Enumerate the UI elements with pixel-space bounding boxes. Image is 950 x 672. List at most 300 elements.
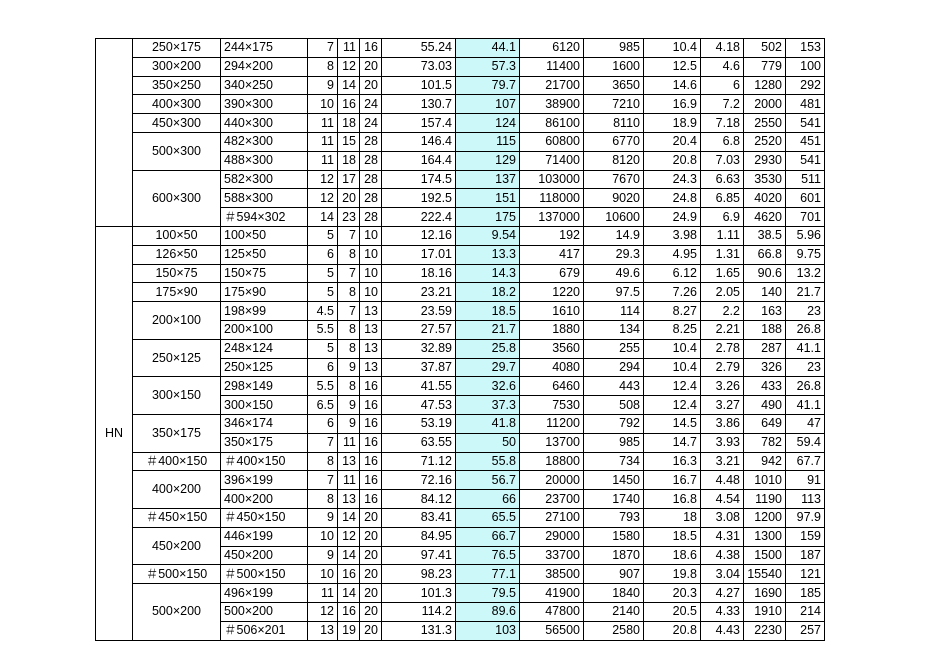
nominal-size-cell: 175×90 — [133, 283, 221, 302]
unit-weight-cell: 44.1 — [456, 39, 520, 58]
section-modulus-y-cell: 41.1 — [786, 339, 825, 358]
moment-of-inertia-x-cell: 7530 — [520, 396, 584, 415]
section-modulus-x-cell: 1910 — [744, 602, 786, 621]
series-label — [96, 39, 133, 227]
fillet-radius-cell: 28 — [360, 132, 382, 151]
section-modulus-y-cell: 9.75 — [786, 245, 825, 264]
sectional-area-cell: 174.5 — [382, 170, 456, 189]
moment-of-inertia-y-cell: 10600 — [584, 208, 644, 227]
radius-of-gyration-x-cell: 3.98 — [644, 226, 701, 245]
section-modulus-y-cell: 159 — [786, 527, 825, 546]
flange-thickness-cell: 11 — [338, 39, 360, 58]
section-modulus-x-cell: 2550 — [744, 114, 786, 133]
web-thickness-cell: 7 — [308, 39, 338, 58]
moment-of-inertia-x-cell: 41900 — [520, 584, 584, 603]
fillet-radius-cell: 10 — [360, 245, 382, 264]
actual-size-cell: ＃506×201 — [221, 621, 308, 640]
section-modulus-x-cell: 1190 — [744, 490, 786, 509]
actual-size-cell: 582×300 — [221, 170, 308, 189]
unit-weight-cell: 107 — [456, 95, 520, 114]
unit-weight-cell: 175 — [456, 208, 520, 227]
radius-of-gyration-x-cell: 24.8 — [644, 189, 701, 208]
radius-of-gyration-x-cell: 16.9 — [644, 95, 701, 114]
web-thickness-cell: 9 — [308, 546, 338, 565]
table-row — [96, 57, 862, 76]
section-modulus-y-cell: 451 — [786, 132, 825, 151]
table-row — [96, 245, 862, 264]
section-modulus-x-cell: 649 — [744, 414, 786, 433]
web-thickness-cell: 5 — [308, 283, 338, 302]
web-thickness-cell: 5 — [308, 226, 338, 245]
radius-of-gyration-y-cell: 6.9 — [701, 208, 744, 227]
unit-weight-cell: 55.8 — [456, 452, 520, 471]
actual-size-cell: 496×199 — [221, 584, 308, 603]
radius-of-gyration-y-cell: 4.54 — [701, 490, 744, 509]
fillet-radius-cell: 28 — [360, 151, 382, 170]
web-thickness-cell: 12 — [308, 189, 338, 208]
web-thickness-cell: 10 — [308, 565, 338, 584]
moment-of-inertia-y-cell: 1600 — [584, 57, 644, 76]
fillet-radius-cell: 20 — [360, 565, 382, 584]
nominal-size-cell: 300×150 — [133, 377, 221, 415]
radius-of-gyration-x-cell: 24.3 — [644, 170, 701, 189]
section-modulus-x-cell: 1690 — [744, 584, 786, 603]
section-modulus-y-cell: 23 — [786, 302, 825, 321]
flange-thickness-cell: 16 — [338, 565, 360, 584]
section-modulus-x-cell: 942 — [744, 452, 786, 471]
table-row — [96, 114, 862, 133]
table-row — [96, 452, 862, 471]
radius-of-gyration-y-cell: 3.26 — [701, 377, 744, 396]
actual-size-cell: 350×175 — [221, 433, 308, 452]
moment-of-inertia-x-cell: 38900 — [520, 95, 584, 114]
web-thickness-cell: 9 — [308, 76, 338, 95]
flange-thickness-cell: 7 — [338, 302, 360, 321]
moment-of-inertia-x-cell: 1880 — [520, 320, 584, 339]
radius-of-gyration-x-cell: 20.8 — [644, 151, 701, 170]
section-modulus-y-cell: 185 — [786, 584, 825, 603]
fillet-radius-cell: 13 — [360, 302, 382, 321]
actual-size-cell: 200×100 — [221, 320, 308, 339]
fillet-radius-cell: 24 — [360, 95, 382, 114]
fillet-radius-cell: 16 — [360, 490, 382, 509]
radius-of-gyration-x-cell: 14.6 — [644, 76, 701, 95]
section-modulus-y-cell: 21.7 — [786, 283, 825, 302]
moment-of-inertia-y-cell: 29.3 — [584, 245, 644, 264]
nominal-size-cell: ＃450×150 — [133, 508, 221, 527]
flange-thickness-cell: 23 — [338, 208, 360, 227]
section-modulus-y-cell: 13.2 — [786, 264, 825, 283]
nominal-size-cell: 126×50 — [133, 245, 221, 264]
unit-weight-cell: 79.5 — [456, 584, 520, 603]
radius-of-gyration-x-cell: 20.8 — [644, 621, 701, 640]
radius-of-gyration-x-cell: 6.12 — [644, 264, 701, 283]
fillet-radius-cell: 16 — [360, 414, 382, 433]
actual-size-cell: 440×300 — [221, 114, 308, 133]
radius-of-gyration-y-cell: 6 — [701, 76, 744, 95]
radius-of-gyration-y-cell: 7.18 — [701, 114, 744, 133]
section-modulus-y-cell: 214 — [786, 602, 825, 621]
flange-thickness-cell: 13 — [338, 490, 360, 509]
fillet-radius-cell: 20 — [360, 527, 382, 546]
flange-thickness-cell: 18 — [338, 114, 360, 133]
radius-of-gyration-x-cell: 8.25 — [644, 320, 701, 339]
actual-size-cell: 390×300 — [221, 95, 308, 114]
web-thickness-cell: 5 — [308, 339, 338, 358]
web-thickness-cell: 14 — [308, 208, 338, 227]
unit-weight-cell: 89.6 — [456, 602, 520, 621]
nominal-size-cell: 400×300 — [133, 95, 221, 114]
nominal-size-cell: 100×50 — [133, 226, 221, 245]
web-thickness-cell: 6 — [308, 414, 338, 433]
web-thickness-cell: 11 — [308, 114, 338, 133]
web-thickness-cell: 11 — [308, 584, 338, 603]
fillet-radius-cell: 16 — [360, 471, 382, 490]
radius-of-gyration-y-cell: 1.31 — [701, 245, 744, 264]
moment-of-inertia-y-cell: 114 — [584, 302, 644, 321]
sectional-area-cell: 27.57 — [382, 320, 456, 339]
flange-thickness-cell: 14 — [338, 584, 360, 603]
radius-of-gyration-x-cell: 20.3 — [644, 584, 701, 603]
moment-of-inertia-x-cell: 1610 — [520, 302, 584, 321]
actual-size-cell: 482×300 — [221, 132, 308, 151]
radius-of-gyration-x-cell: 18.5 — [644, 527, 701, 546]
section-modulus-y-cell: 59.4 — [786, 433, 825, 452]
radius-of-gyration-x-cell: 4.95 — [644, 245, 701, 264]
radius-of-gyration-x-cell: 14.7 — [644, 433, 701, 452]
nominal-size-cell: 350×250 — [133, 76, 221, 95]
unit-weight-cell: 137 — [456, 170, 520, 189]
actual-size-cell: 340×250 — [221, 76, 308, 95]
section-modulus-x-cell: 2000 — [744, 95, 786, 114]
fillet-radius-cell: 16 — [360, 452, 382, 471]
flange-thickness-cell: 9 — [338, 396, 360, 415]
section-modulus-x-cell: 140 — [744, 283, 786, 302]
section-modulus-y-cell: 113 — [786, 490, 825, 509]
actual-size-cell: ＃450×150 — [221, 508, 308, 527]
actual-size-cell: 150×75 — [221, 264, 308, 283]
table-row — [96, 76, 862, 95]
moment-of-inertia-y-cell: 793 — [584, 508, 644, 527]
radius-of-gyration-x-cell: 12.4 — [644, 396, 701, 415]
web-thickness-cell: 11 — [308, 151, 338, 170]
section-modulus-x-cell: 66.8 — [744, 245, 786, 264]
moment-of-inertia-x-cell: 47800 — [520, 602, 584, 621]
unit-weight-cell: 56.7 — [456, 471, 520, 490]
section-modulus-x-cell: 90.6 — [744, 264, 786, 283]
fillet-radius-cell: 20 — [360, 621, 382, 640]
moment-of-inertia-y-cell: 7670 — [584, 170, 644, 189]
moment-of-inertia-y-cell: 6770 — [584, 132, 644, 151]
flange-thickness-cell: 9 — [338, 358, 360, 377]
table-row — [96, 584, 862, 603]
radius-of-gyration-x-cell: 16.3 — [644, 452, 701, 471]
moment-of-inertia-y-cell: 2580 — [584, 621, 644, 640]
moment-of-inertia-y-cell: 49.6 — [584, 264, 644, 283]
moment-of-inertia-x-cell: 4080 — [520, 358, 584, 377]
section-modulus-y-cell: 153 — [786, 39, 825, 58]
table-row — [96, 95, 862, 114]
unit-weight-cell: 21.7 — [456, 320, 520, 339]
web-thickness-cell: 10 — [308, 527, 338, 546]
radius-of-gyration-y-cell: 2.79 — [701, 358, 744, 377]
moment-of-inertia-y-cell: 508 — [584, 396, 644, 415]
table-row — [96, 302, 862, 321]
fillet-radius-cell: 20 — [360, 508, 382, 527]
nominal-size-cell: 150×75 — [133, 264, 221, 283]
unit-weight-cell: 41.8 — [456, 414, 520, 433]
fillet-radius-cell: 13 — [360, 320, 382, 339]
moment-of-inertia-x-cell: 21700 — [520, 76, 584, 95]
moment-of-inertia-y-cell: 1840 — [584, 584, 644, 603]
section-modulus-y-cell: 100 — [786, 57, 825, 76]
flange-thickness-cell: 17 — [338, 170, 360, 189]
section-modulus-x-cell: 1280 — [744, 76, 786, 95]
moment-of-inertia-x-cell: 56500 — [520, 621, 584, 640]
unit-weight-cell: 9.54 — [456, 226, 520, 245]
section-modulus-x-cell: 433 — [744, 377, 786, 396]
table-row — [96, 565, 862, 584]
unit-weight-cell: 103 — [456, 621, 520, 640]
moment-of-inertia-x-cell: 86100 — [520, 114, 584, 133]
sectional-area-cell: 71.12 — [382, 452, 456, 471]
actual-size-cell: 450×200 — [221, 546, 308, 565]
web-thickness-cell: 8 — [308, 490, 338, 509]
section-modulus-x-cell: 287 — [744, 339, 786, 358]
flange-thickness-cell: 18 — [338, 151, 360, 170]
table-row — [96, 527, 862, 546]
web-thickness-cell: 9 — [308, 508, 338, 527]
section-modulus-x-cell: 4020 — [744, 189, 786, 208]
radius-of-gyration-x-cell: 10.4 — [644, 358, 701, 377]
flange-thickness-cell: 11 — [338, 433, 360, 452]
radius-of-gyration-x-cell: 10.4 — [644, 339, 701, 358]
radius-of-gyration-x-cell: 18 — [644, 508, 701, 527]
web-thickness-cell: 5 — [308, 264, 338, 283]
actual-size-cell: 446×199 — [221, 527, 308, 546]
nominal-size-cell: ＃400×150 — [133, 452, 221, 471]
moment-of-inertia-x-cell: 13700 — [520, 433, 584, 452]
fillet-radius-cell: 16 — [360, 396, 382, 415]
section-modulus-x-cell: 38.5 — [744, 226, 786, 245]
nominal-size-cell: 600×300 — [133, 170, 221, 226]
radius-of-gyration-y-cell: 6.63 — [701, 170, 744, 189]
actual-size-cell: 294×200 — [221, 57, 308, 76]
web-thickness-cell: 6 — [308, 358, 338, 377]
section-modulus-y-cell: 91 — [786, 471, 825, 490]
radius-of-gyration-y-cell: 7.2 — [701, 95, 744, 114]
sectional-area-cell: 157.4 — [382, 114, 456, 133]
fillet-radius-cell: 13 — [360, 358, 382, 377]
flange-thickness-cell: 19 — [338, 621, 360, 640]
section-modulus-y-cell: 481 — [786, 95, 825, 114]
fillet-radius-cell: 10 — [360, 226, 382, 245]
radius-of-gyration-y-cell: 4.18 — [701, 39, 744, 58]
unit-weight-cell: 65.5 — [456, 508, 520, 527]
fillet-radius-cell: 20 — [360, 76, 382, 95]
sectional-area-cell: 84.12 — [382, 490, 456, 509]
table-row — [96, 264, 862, 283]
sectional-area-cell: 23.21 — [382, 283, 456, 302]
radius-of-gyration-y-cell: 3.27 — [701, 396, 744, 415]
moment-of-inertia-x-cell: 6120 — [520, 39, 584, 58]
section-modulus-y-cell: 187 — [786, 546, 825, 565]
moment-of-inertia-x-cell: 6460 — [520, 377, 584, 396]
sectional-area-cell: 164.4 — [382, 151, 456, 170]
flange-thickness-cell: 13 — [338, 452, 360, 471]
moment-of-inertia-x-cell: 23700 — [520, 490, 584, 509]
unit-weight-cell: 32.6 — [456, 377, 520, 396]
radius-of-gyration-y-cell: 3.04 — [701, 565, 744, 584]
sectional-area-cell: 101.3 — [382, 584, 456, 603]
fillet-radius-cell: 28 — [360, 208, 382, 227]
radius-of-gyration-x-cell: 18.9 — [644, 114, 701, 133]
moment-of-inertia-x-cell: 71400 — [520, 151, 584, 170]
moment-of-inertia-x-cell: 137000 — [520, 208, 584, 227]
actual-size-cell: ＃400×150 — [221, 452, 308, 471]
fillet-radius-cell: 16 — [360, 39, 382, 58]
unit-weight-cell: 77.1 — [456, 565, 520, 584]
flange-thickness-cell: 8 — [338, 245, 360, 264]
moment-of-inertia-y-cell: 443 — [584, 377, 644, 396]
unit-weight-cell: 151 — [456, 189, 520, 208]
radius-of-gyration-y-cell: 2.78 — [701, 339, 744, 358]
section-modulus-y-cell: 26.8 — [786, 377, 825, 396]
web-thickness-cell: 4.5 — [308, 302, 338, 321]
sectional-area-cell: 37.87 — [382, 358, 456, 377]
unit-weight-cell: 66.7 — [456, 527, 520, 546]
actual-size-cell: 125×50 — [221, 245, 308, 264]
section-modulus-y-cell: 541 — [786, 151, 825, 170]
fillet-radius-cell: 20 — [360, 546, 382, 565]
actual-size-cell: 250×125 — [221, 358, 308, 377]
sectional-area-cell: 63.55 — [382, 433, 456, 452]
unit-weight-cell: 124 — [456, 114, 520, 133]
flange-thickness-cell: 20 — [338, 189, 360, 208]
section-modulus-x-cell: 1010 — [744, 471, 786, 490]
fillet-radius-cell: 20 — [360, 57, 382, 76]
unit-weight-cell: 18.5 — [456, 302, 520, 321]
moment-of-inertia-x-cell: 29000 — [520, 527, 584, 546]
flange-thickness-cell: 12 — [338, 57, 360, 76]
moment-of-inertia-y-cell: 8110 — [584, 114, 644, 133]
flange-thickness-cell: 14 — [338, 546, 360, 565]
radius-of-gyration-y-cell: 4.31 — [701, 527, 744, 546]
flange-thickness-cell: 14 — [338, 508, 360, 527]
flange-thickness-cell: 12 — [338, 527, 360, 546]
moment-of-inertia-y-cell: 14.9 — [584, 226, 644, 245]
radius-of-gyration-x-cell: 19.8 — [644, 565, 701, 584]
web-thickness-cell: 12 — [308, 602, 338, 621]
radius-of-gyration-x-cell: 20.5 — [644, 602, 701, 621]
fillet-radius-cell: 28 — [360, 170, 382, 189]
table-row — [96, 170, 862, 189]
moment-of-inertia-y-cell: 294 — [584, 358, 644, 377]
section-modulus-y-cell: 511 — [786, 170, 825, 189]
moment-of-inertia-x-cell: 103000 — [520, 170, 584, 189]
section-modulus-y-cell: 47 — [786, 414, 825, 433]
nominal-size-cell: 450×300 — [133, 114, 221, 133]
moment-of-inertia-y-cell: 985 — [584, 39, 644, 58]
radius-of-gyration-y-cell: 2.05 — [701, 283, 744, 302]
nominal-size-cell: 200×100 — [133, 302, 221, 340]
moment-of-inertia-y-cell: 7210 — [584, 95, 644, 114]
table-row — [96, 283, 862, 302]
moment-of-inertia-x-cell: 27100 — [520, 508, 584, 527]
nominal-size-cell: 250×125 — [133, 339, 221, 377]
radius-of-gyration-y-cell: 3.21 — [701, 452, 744, 471]
nominal-size-cell: ＃500×150 — [133, 565, 221, 584]
moment-of-inertia-y-cell: 1870 — [584, 546, 644, 565]
sectional-area-cell: 23.59 — [382, 302, 456, 321]
radius-of-gyration-x-cell: 20.4 — [644, 132, 701, 151]
section-modulus-x-cell: 2520 — [744, 132, 786, 151]
actual-size-cell: ＃594×302 — [221, 208, 308, 227]
actual-size-cell: 488×300 — [221, 151, 308, 170]
table-row — [96, 414, 862, 433]
moment-of-inertia-y-cell: 97.5 — [584, 283, 644, 302]
section-modulus-y-cell: 97.9 — [786, 508, 825, 527]
nominal-size-cell: 300×200 — [133, 57, 221, 76]
moment-of-inertia-y-cell: 1740 — [584, 490, 644, 509]
radius-of-gyration-y-cell: 4.38 — [701, 546, 744, 565]
unit-weight-cell: 29.7 — [456, 358, 520, 377]
moment-of-inertia-y-cell: 3650 — [584, 76, 644, 95]
sectional-area-cell: 53.19 — [382, 414, 456, 433]
flange-thickness-cell: 8 — [338, 339, 360, 358]
table-row — [96, 471, 862, 490]
section-modulus-y-cell: 67.7 — [786, 452, 825, 471]
sectional-area-cell: 83.41 — [382, 508, 456, 527]
sectional-area-cell: 55.24 — [382, 39, 456, 58]
section-modulus-x-cell: 188 — [744, 320, 786, 339]
flange-thickness-cell: 8 — [338, 320, 360, 339]
radius-of-gyration-y-cell: 4.33 — [701, 602, 744, 621]
radius-of-gyration-x-cell: 16.7 — [644, 471, 701, 490]
web-thickness-cell: 10 — [308, 95, 338, 114]
web-thickness-cell: 5.5 — [308, 377, 338, 396]
web-thickness-cell: 12 — [308, 170, 338, 189]
radius-of-gyration-y-cell: 4.27 — [701, 584, 744, 603]
section-modulus-y-cell: 41.1 — [786, 396, 825, 415]
moment-of-inertia-x-cell: 3560 — [520, 339, 584, 358]
flange-thickness-cell: 9 — [338, 414, 360, 433]
flange-thickness-cell: 8 — [338, 377, 360, 396]
actual-size-cell: 396×199 — [221, 471, 308, 490]
section-modulus-x-cell: 1300 — [744, 527, 786, 546]
flange-thickness-cell: 11 — [338, 471, 360, 490]
unit-weight-cell: 57.3 — [456, 57, 520, 76]
section-modulus-y-cell: 601 — [786, 189, 825, 208]
section-modulus-y-cell: 257 — [786, 621, 825, 640]
moment-of-inertia-x-cell: 11200 — [520, 414, 584, 433]
radius-of-gyration-y-cell: 2.21 — [701, 320, 744, 339]
nominal-size-cell: 400×200 — [133, 471, 221, 509]
actual-size-cell: 244×175 — [221, 39, 308, 58]
radius-of-gyration-y-cell: 3.08 — [701, 508, 744, 527]
section-modulus-y-cell: 5.96 — [786, 226, 825, 245]
web-thickness-cell: 5.5 — [308, 320, 338, 339]
moment-of-inertia-x-cell: 18800 — [520, 452, 584, 471]
table-row — [96, 508, 862, 527]
flange-thickness-cell: 7 — [338, 264, 360, 283]
section-modulus-x-cell: 779 — [744, 57, 786, 76]
radius-of-gyration-y-cell: 1.11 — [701, 226, 744, 245]
web-thickness-cell: 7 — [308, 433, 338, 452]
web-thickness-cell: 7 — [308, 471, 338, 490]
radius-of-gyration-y-cell: 3.93 — [701, 433, 744, 452]
unit-weight-cell: 25.8 — [456, 339, 520, 358]
